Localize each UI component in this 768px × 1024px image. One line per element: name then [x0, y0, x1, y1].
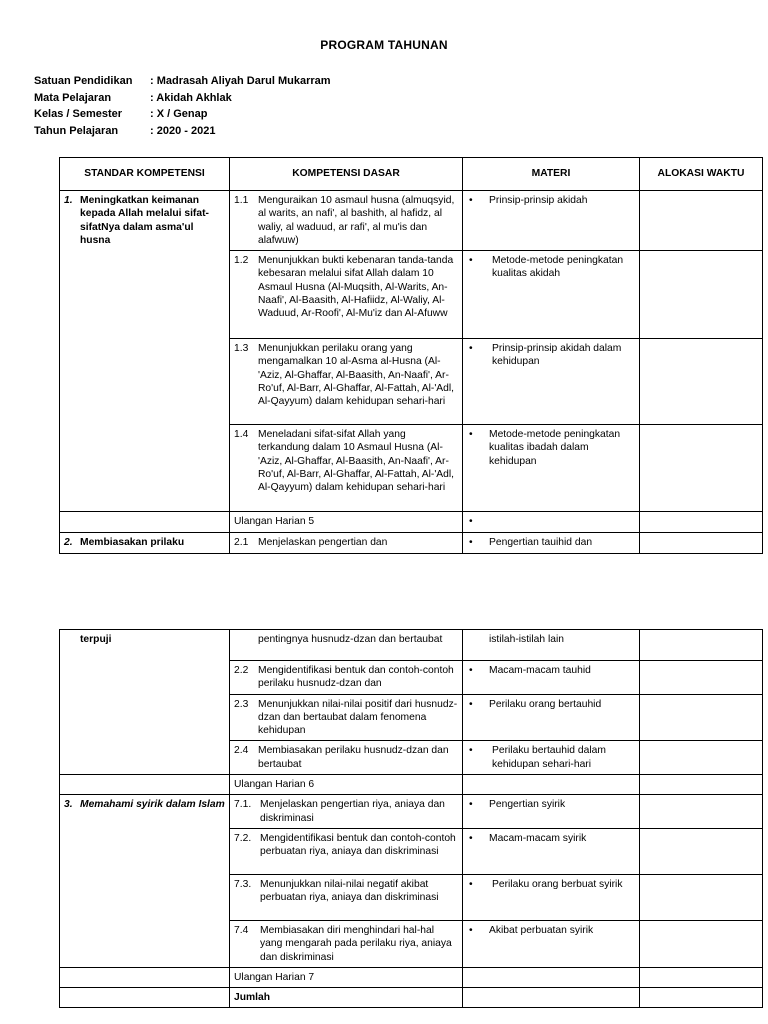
kd-text: Menunjukkan nilai-nilai positif dari husnudz-dzan dan bertaubat dalam fenomena kehidupan — [258, 698, 458, 737]
alokasi-cell — [640, 425, 763, 512]
bullet: • — [469, 745, 473, 757]
kd-text: pentingnya husnudz-dzan dan bertaubat — [258, 634, 443, 645]
alokasi-cell — [640, 661, 763, 695]
ulangan-harian-cell: Ulangan Harian 7 — [230, 967, 463, 987]
materi-text: Perilaku bertauhid dalam kehidupan sehari-hari — [492, 745, 606, 770]
kd-cell — [230, 694, 463, 741]
materi-text: Macam-macam syirik — [489, 832, 587, 844]
info-row-tahun — [34, 123, 331, 140]
table-row — [60, 775, 763, 795]
info-value: : 2020 - 2021 — [150, 124, 216, 137]
kd-cell — [230, 425, 463, 512]
kd-cell — [230, 191, 463, 251]
materi-text: Macam-macam tauhid — [489, 665, 591, 676]
program-table-page1 — [59, 157, 763, 554]
kd-text: Menjelaskan pengertian riya, aniaya dan diskriminasi — [260, 799, 445, 824]
sk-number: 1. — [64, 195, 73, 206]
info-label: Tahun Pelajaran — [34, 124, 119, 137]
kd-text: Menjelaskan pengertian dan — [258, 537, 388, 549]
header-alokasi-waktu: ALOKASI WAKTU — [640, 158, 763, 191]
table-row — [60, 191, 763, 251]
table-row — [60, 533, 763, 554]
kd-text: Membiasakan diri menghindari hal-hal yang mengarah pada perilaku riya, aniaya dan diskriminasi — [260, 924, 452, 963]
header-standar-kompetensi: STANDAR KOMPETENSI — [60, 158, 230, 191]
kd-text: Mengidentifikasi bentuk dan contoh-contoh perilaku husnudz-dzan dan — [258, 665, 454, 690]
program-table-page2 — [59, 629, 763, 1008]
kd-number: 7.2. — [234, 832, 252, 844]
sk-text: Meningkatkan keimanan kepada Allah melalui sifat-sifatNya dalam asma'ul husna — [80, 195, 209, 246]
alokasi-cell — [640, 795, 763, 829]
sk-number: 3. — [64, 799, 73, 811]
kd-cell — [230, 795, 463, 829]
kd-text: Menguraikan 10 asmaul husna (almuqsyid, al warits, an nafi', al bashith, al hafidz, al waliy, al waduud, ar rafi', al mu'is dan alafwuw) — [258, 195, 455, 246]
alokasi-cell — [640, 920, 763, 967]
materi-text: Prinsip-prinsip akidah — [489, 195, 588, 206]
alokasi-cell — [640, 191, 763, 251]
sk-text: terpuji — [80, 634, 112, 645]
bullet: • — [469, 516, 473, 528]
kd-cell — [230, 920, 463, 967]
kd-text: Menunjukkan nilai-nilai negatif akibat perbuatan riya, aniaya dan diskriminasi — [260, 878, 439, 904]
sk-cell — [60, 988, 230, 1008]
bullet: • — [469, 195, 473, 206]
alokasi-cell — [640, 512, 763, 533]
alokasi-cell — [640, 694, 763, 741]
info-row-satuan — [34, 73, 331, 90]
info-value: : X / Genap — [150, 108, 208, 120]
bullet: • — [469, 343, 473, 355]
alokasi-cell — [640, 251, 763, 339]
kd-cell — [230, 339, 463, 425]
sk-cell — [60, 630, 230, 775]
table-row — [60, 630, 763, 661]
info-label: Kelas / Semester — [34, 108, 123, 120]
bullet: • — [469, 537, 473, 549]
kd-number: 1.2 — [234, 255, 249, 267]
materi-text: Pengertian syirik — [489, 799, 566, 811]
kd-cell — [230, 533, 463, 554]
table-row — [60, 988, 763, 1008]
kd-number: 2.3 — [234, 698, 249, 710]
materi-cell — [463, 775, 640, 795]
alokasi-cell — [640, 828, 763, 874]
alokasi-cell — [640, 741, 763, 775]
alokasi-cell — [640, 967, 763, 987]
kd-cell — [230, 661, 463, 695]
alokasi-cell — [640, 988, 763, 1008]
materi-cell — [463, 967, 640, 987]
info-label: Mata Pelajaran — [34, 91, 112, 104]
kd-text: Mengidentifikasi bentuk dan contoh-contoh perbuatan riya, aniaya dan diskriminasi — [260, 832, 456, 858]
sk-cell — [60, 967, 230, 987]
kd-number: 7.1. — [234, 799, 252, 811]
materi-cell — [463, 920, 640, 967]
header-kompetensi-dasar: KOMPETENSI DASAR — [230, 158, 463, 191]
sk-text: Membiasakan prilaku — [80, 537, 185, 549]
materi-text: Pengertian tauihid dan — [489, 537, 593, 549]
kd-text: Menunjukkan perilaku orang yang mengamalkan 10 al-Asma al-Husna (Al-'Aziz, Al-Ghaffar, Al-Baasith, An-Naafi', Ar-Ro'uf, Al-Barr, Al-Ghaffar, Al-Fattah, Al-'Adl, Al-Qayyum) dalam kehidupan sehari-hari — [258, 343, 455, 408]
alokasi-cell — [640, 339, 763, 425]
jumlah-cell: Jumlah — [230, 988, 463, 1008]
materi-cell — [463, 828, 640, 874]
kd-text: Membiasakan perilaku husnudz-dzan dan bertaubat — [258, 745, 449, 770]
table-row — [60, 512, 763, 533]
sk-cell — [60, 775, 230, 795]
alokasi-cell — [640, 533, 763, 554]
ulangan-harian-cell: Ulangan Harian 6 — [230, 775, 463, 795]
kd-number: 2.4 — [234, 745, 249, 757]
kd-cell — [230, 828, 463, 874]
kd-cell — [230, 874, 463, 920]
bullet: • — [469, 924, 473, 936]
materi-cell — [463, 874, 640, 920]
bullet: • — [469, 799, 473, 811]
bullet: • — [469, 429, 473, 441]
table-row — [60, 967, 763, 987]
kd-number: 1.3 — [234, 343, 249, 355]
materi-text: istilah-istilah lain — [489, 634, 564, 645]
info-value: : Madrasah Aliyah Darul Mukarram — [150, 75, 331, 87]
kd-number: 2.2 — [234, 665, 249, 676]
materi-cell — [463, 191, 640, 251]
kd-number: 1.1 — [234, 195, 249, 206]
materi-cell — [463, 630, 640, 661]
kd-cell — [230, 630, 463, 661]
info-value: : Akidah Akhlak — [150, 91, 232, 104]
kd-number: 7.4 — [234, 924, 249, 936]
kd-cell — [230, 251, 463, 339]
materi-cell — [463, 425, 640, 512]
materi-text: Perilaku orang berbuat syirik — [492, 878, 623, 890]
table-header-row — [60, 158, 763, 191]
alokasi-cell — [640, 874, 763, 920]
kd-number: 7.3. — [234, 878, 252, 890]
sk-cell — [60, 191, 230, 512]
page-title: PROGRAM TAHUNAN — [320, 38, 448, 52]
materi-text: Perilaku orang bertauhid — [489, 698, 602, 710]
kd-cell — [230, 741, 463, 775]
bullet: • — [469, 255, 473, 267]
table-row — [60, 795, 763, 829]
kd-number: 1.4 — [234, 429, 249, 441]
ulangan-harian-cell: Ulangan Harian 5 — [230, 512, 463, 533]
materi-cell — [463, 988, 640, 1008]
sk-text: Memahami syirik dalam Islam — [80, 799, 225, 811]
alokasi-cell — [640, 630, 763, 661]
materi-cell — [463, 251, 640, 339]
info-label: Satuan Pendidikan — [34, 75, 133, 87]
kd-text: Meneladani sifat-sifat Allah yang terkandung dalam 10 Asmaul Husna (Al-'Aziz, Al-Ghaffar, Al-Baasith, An-Naafi', Ar-Ro'uf, Al-Barr, Al-Ghaffar, Al-Fattah, Al-'Adl, Al-Qayyum) dalam kehidupan sehari-hari — [258, 429, 455, 494]
info-row-mapel — [34, 90, 331, 107]
materi-cell — [463, 795, 640, 829]
materi-cell — [463, 741, 640, 775]
materi-cell — [463, 694, 640, 741]
document-info — [34, 73, 331, 139]
header-materi: MATERI — [463, 158, 640, 191]
materi-cell — [463, 339, 640, 425]
info-row-kelas — [34, 106, 331, 123]
bullet: • — [469, 698, 473, 710]
sk-cell — [60, 533, 230, 554]
sk-cell — [60, 512, 230, 533]
bullet: • — [469, 878, 473, 890]
sk-cell — [60, 795, 230, 967]
kd-text: Menunjukkan bukti kebenaran tanda-tanda kebesaran melalui sifat Allah dalam 10 Asmaul Husna (Al-Muqsith, Al-Warits, An-Naafi', Al-Baasith, Al-Hafiidz, Al-Waliy, Al-Waduud, Ar-Roofi', Al-Mu'iz dan Al-Afuww — [258, 255, 454, 320]
sk-number: 2. — [64, 537, 73, 549]
bullet: • — [469, 832, 473, 844]
alokasi-cell — [640, 775, 763, 795]
bullet: • — [469, 665, 473, 676]
materi-cell — [463, 661, 640, 695]
materi-cell — [463, 533, 640, 554]
materi-text: Akibat perbuatan syirik — [489, 924, 594, 936]
materi-cell — [463, 512, 640, 533]
materi-text: Metode-metode peningkatan kualitas akidah — [492, 255, 624, 280]
kd-number: 2.1 — [234, 537, 249, 549]
materi-text: Prinsip-prinsip akidah dalam kehidupan — [492, 343, 622, 368]
materi-text: Metode-metode peningkatan kualitas ibadah dalam kehidupan — [489, 429, 621, 467]
